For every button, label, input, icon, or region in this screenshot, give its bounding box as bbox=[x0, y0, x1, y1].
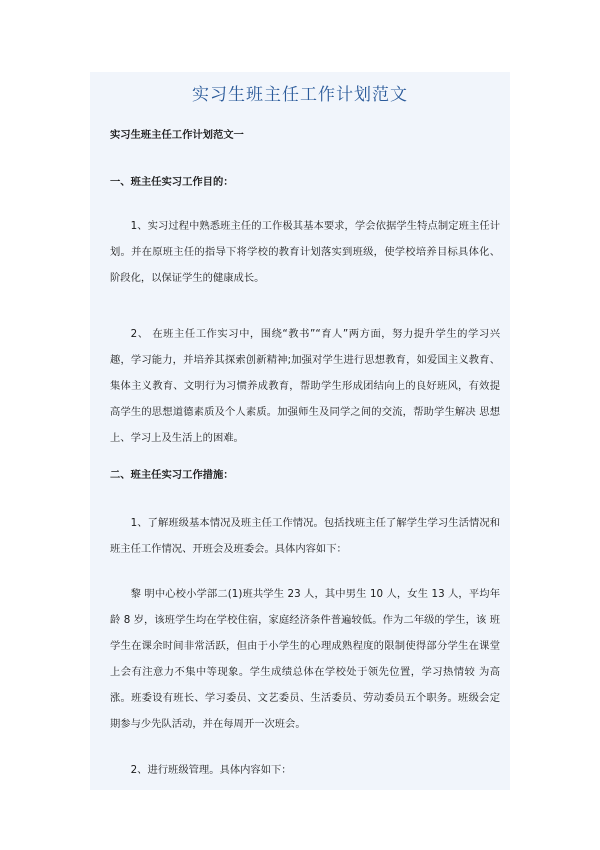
paragraph-2: 2、 在班主任工作实习中，围绕“教书”“育人”两方面，努力提升学生的学习兴趣，学习能力，并培养其探索创新精神;加强对学生进行思想教育，如爱国主义教育、 集体主义教育、文明行为习惯养成教育，帮助学生形成团结向上的良好班风，有效提高学生的思想道德素质及个人素质。加强师生及同学之间的交流，帮助学生解决 思想上、学习上及生活上的困难。 bbox=[110, 328, 500, 444]
document-subtitle: 实习生班主任工作计划范文一 bbox=[110, 129, 244, 141]
paragraph-4: 黎 明中心校小学部二(1)班共学生 23 人，其中男生 10 人，女生 13 人，平均年龄 8 岁，该班学生均在学校住宿，家庭经济条件普遍较低。作为二年级的学生，该 班学生在课余时间非常活跃，但由于小学生的心理成熟程度的限制使得部分学生在课堂上会有注意力不集中等现象。学生成绩总体在学校处于领先位置，学习热情较 为高涨。班委设有班长、学习委员、文艺委员、生活委员、劳动委员五个职务。班级会定期参与少先队活动，并在每周开一次班会。 bbox=[110, 588, 500, 730]
section2-heading: 二、班主任实习工作措施： bbox=[110, 469, 234, 481]
paragraph-5: 2、进行班级管理。具体内容如下： bbox=[130, 764, 292, 776]
paragraph-3: 1、了解班级基本情况及班主任工作情况。包括找班主任了解学生学习生活情况和班主任工作情况、开班会及班委会。具体内容如下： bbox=[110, 517, 500, 555]
document-page bbox=[90, 72, 510, 790]
section1-heading: 一、班主任实习工作目的： bbox=[110, 176, 234, 188]
paragraph-1: 1、实习过程中熟悉班主任的工作极其基本要求，学会依据学生特点制定班主任计划。并在原班主任的指导下将学校的教育计划落实到班级，使学校培养目标具体化、阶段化，以保证学生的健康成长。 bbox=[110, 220, 500, 284]
document-title: 实习生班主任工作计划范文 bbox=[192, 85, 408, 105]
